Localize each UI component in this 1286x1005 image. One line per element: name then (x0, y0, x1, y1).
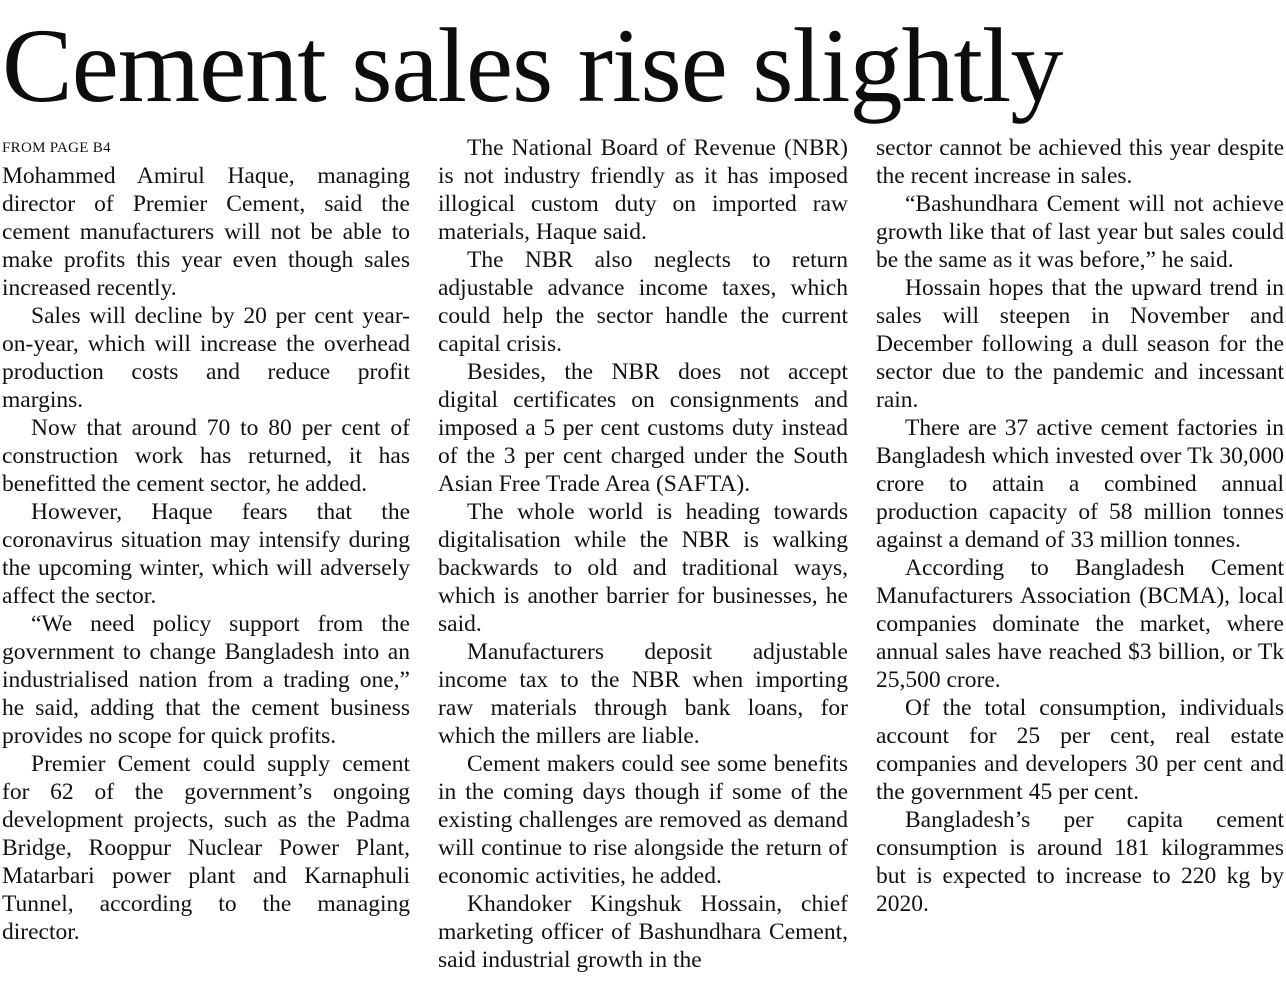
article-paragraph: Bangladesh’s per capita cement consumption is around 181 kilogrammes but is expected to increase to 220 kg by 2020. (876, 807, 1284, 917)
article-paragraph: Sales will decline by 20 per cent year-on-year, which will increase the overhead production costs and reduce profit margins. (2, 303, 410, 413)
article-paragraph: There are 37 active cement factories in Bangladesh which invested over Tk 30,000 crore to attain a combined annual production capacity of 58 million tonnes against a demand of 33 million tonnes. (876, 415, 1284, 553)
article-column-2 (438, 134, 848, 974)
article-paragraph: Hossain hopes that the upward trend in sales will steepen in November and December following a dull season for the sector due to the pandemic and incessant rain. (876, 275, 1284, 413)
article-paragraph: The whole world is heading towards digitalisation while the NBR is walking backwards to old and traditional ways, which is another barrier for businesses, he said. (438, 499, 848, 637)
article-paragraph: The National Board of Revenue (NBR) is not industry friendly as it has imposed illogical custom duty on imported raw materials, Haque said. (438, 135, 848, 245)
article-paragraph: However, Haque fears that the coronavirus situation may intensify during the upcoming winter, which will adversely affect the sector. (2, 499, 410, 609)
article-paragraph: Manufacturers deposit adjustable income tax to the NBR when importing raw materials through bank loans, for which the millers are liable. (438, 639, 848, 749)
article-paragraph: According to Bangladesh Cement Manufacturers Association (BCMA), local companies dominate the market, where annual sales have reached $3 billion, or Tk 25,500 crore. (876, 555, 1284, 693)
article-paragraph: Besides, the NBR does not accept digital certificates on consignments and imposed a 5 per cent customs duty instead of the 3 per cent charged under the South Asian Free Trade Area (SAFTA). (438, 359, 848, 497)
article-paragraph: The NBR also neglects to return adjustable advance income taxes, which could help the sector handle the current capital crisis. (438, 247, 848, 357)
article-paragraph: Khandoker Kingshuk Hossain, chief marketing officer of Bashundhara Cement, said industrial growth in the (438, 891, 848, 973)
article-paragraph: Mohammed Amirul Haque, managing director of Premier Cement, said the cement manufacturers will not be able to make profits this year even though sales increased recently. (2, 163, 410, 301)
article-paragraph: Of the total consumption, individuals account for 25 per cent, real estate companies and developers 30 per cent and the government 45 per cent. (876, 695, 1284, 805)
article-headline: Cement sales rise slightly (2, 7, 1063, 124)
article-paragraph: Cement makers could see some benefits in the coming days though if some of the existing challenges are removed as demand will continue to rise alongside the return of economic activities, he added. (438, 751, 848, 889)
article-paragraph: Now that around 70 to 80 per cent of construction work has returned, it has benefitted the cement sector, he added. (2, 415, 410, 497)
continuation-kicker: FROM PAGE B4 (2, 140, 111, 156)
article-column-3 (876, 134, 1284, 918)
article-paragraph: “We need policy support from the government to change Bangladesh into an industrialised nation from a trading one,” he said, adding that the cement business provides no scope for quick profits. (2, 611, 410, 749)
article-paragraph: Premier Cement could supply cement for 62 of the government’s ongoing development projects, such as the Padma Bridge, Rooppur Nuclear Power Plant, Matarbari power plant and Karnaphuli Tunnel, according to the managing director. (2, 751, 410, 945)
article-paragraph: “Bashundhara Cement will not achieve growth like that of last year but sales could be the same as it was before,” he said. (876, 191, 1284, 273)
article-paragraph: sector cannot be achieved this year despite the recent increase in sales. (876, 135, 1284, 189)
article-column-1 (2, 134, 410, 946)
